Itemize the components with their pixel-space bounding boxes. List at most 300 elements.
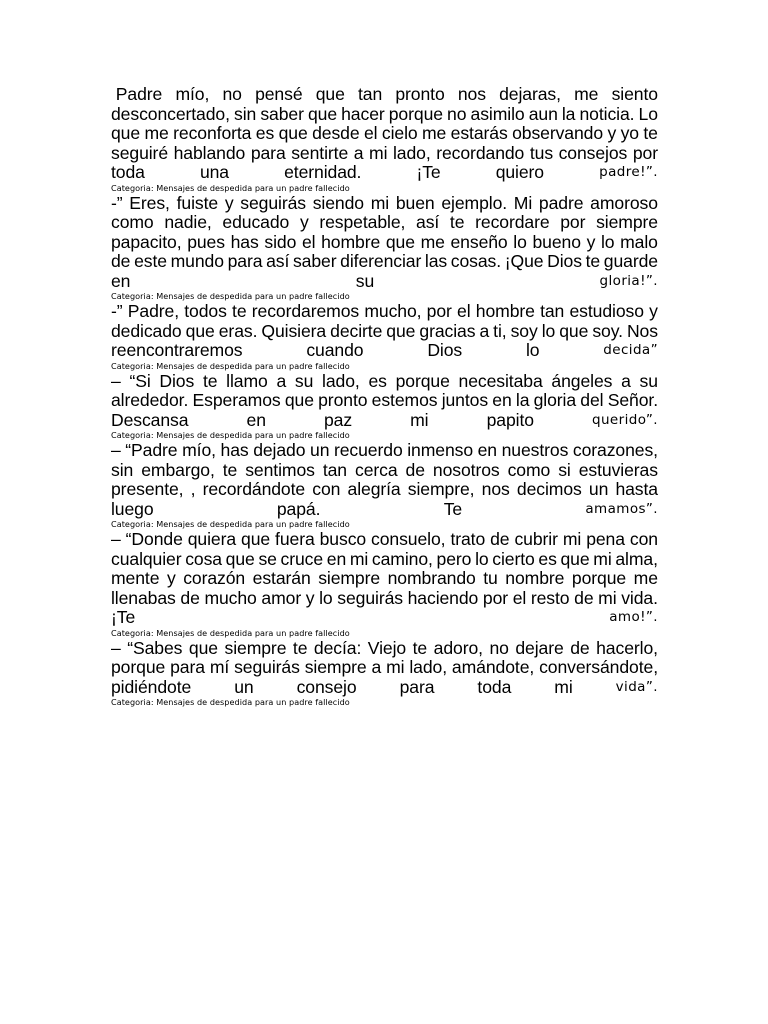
word: se xyxy=(258,548,277,569)
category-label: Categoria: Mensajes de despedida para un padre fallecido xyxy=(111,182,350,193)
paragraph-line xyxy=(111,372,658,392)
word: yo xyxy=(620,123,639,143)
word: buen xyxy=(395,192,435,213)
word: a xyxy=(621,370,631,391)
word: estemos xyxy=(371,390,438,410)
word: Nos xyxy=(626,320,658,341)
word: es xyxy=(368,370,387,391)
word: así xyxy=(266,251,290,271)
word: mi xyxy=(593,548,612,569)
word: te xyxy=(202,370,218,391)
word: saber xyxy=(292,251,337,271)
word: seguirás xyxy=(240,192,306,213)
word: cerca xyxy=(355,459,398,480)
word: amándote, xyxy=(451,657,535,677)
word: pronto xyxy=(395,84,445,104)
word: como xyxy=(111,212,154,232)
word: has xyxy=(230,231,259,252)
word: enseño xyxy=(450,231,508,252)
word: y xyxy=(586,231,596,252)
paragraph-line xyxy=(111,213,658,233)
paragraph-line xyxy=(111,341,658,361)
word: – xyxy=(111,370,121,391)
word: para xyxy=(399,676,435,697)
word: este xyxy=(134,251,167,271)
paragraph-line xyxy=(111,589,658,609)
word: te xyxy=(222,459,238,480)
word: Te xyxy=(443,498,463,519)
word: es xyxy=(255,123,275,143)
word: te xyxy=(292,637,308,658)
word: es xyxy=(538,548,557,569)
word: el xyxy=(457,301,471,321)
word: – xyxy=(111,440,121,460)
word: mi xyxy=(386,657,405,677)
word: consejos xyxy=(558,142,628,163)
word: decirte xyxy=(330,320,383,341)
word: todos xyxy=(184,301,227,321)
word: que xyxy=(284,390,314,410)
paragraph-line xyxy=(111,569,658,589)
paragraph-line xyxy=(111,461,658,481)
word: alrededor. xyxy=(111,390,189,410)
word: “Donde xyxy=(125,529,183,549)
word: recordare xyxy=(475,212,550,232)
category-label: Categoria: Mensajes de despedida para un padre fallecido xyxy=(111,291,350,301)
word: ti, xyxy=(493,320,507,341)
paragraph-line xyxy=(111,252,658,272)
word: tu xyxy=(483,568,498,588)
word: embargo, xyxy=(141,459,215,480)
word: desde xyxy=(312,123,360,143)
word: – xyxy=(111,529,121,549)
word: desconcertado, xyxy=(111,103,230,124)
word: presente, xyxy=(111,479,184,499)
word: noticia. xyxy=(579,103,635,124)
word: lo xyxy=(525,340,540,360)
word: que xyxy=(241,529,271,549)
word: papá. xyxy=(276,498,321,519)
word: guarde xyxy=(603,251,658,271)
paragraph-line xyxy=(111,530,658,550)
word: un xyxy=(588,479,609,499)
word: amoroso xyxy=(590,192,658,213)
word: “Sabes xyxy=(127,637,183,658)
paragraph-line xyxy=(111,411,658,431)
word: mío, xyxy=(182,440,216,460)
word: inmenso xyxy=(407,440,474,460)
word: el xyxy=(363,123,378,143)
word: me xyxy=(421,123,447,143)
word: -” xyxy=(111,301,123,321)
word: gloria!”. xyxy=(599,272,658,289)
word: corazones, xyxy=(572,440,658,460)
word: tus xyxy=(529,142,554,163)
word: consejo xyxy=(296,676,357,697)
word: nombrando xyxy=(387,568,476,588)
word: que xyxy=(278,123,308,143)
word: resto xyxy=(530,587,570,608)
word: mi xyxy=(562,529,582,549)
word: alegría xyxy=(347,479,401,499)
paragraph-line xyxy=(111,144,658,164)
word: a xyxy=(353,142,364,163)
paragraph-line xyxy=(111,608,658,628)
paragraph-line xyxy=(111,233,658,253)
word: sido xyxy=(264,231,297,252)
word: tan xyxy=(357,84,383,104)
word: te xyxy=(232,301,247,321)
word: Dios xyxy=(547,251,582,271)
word: de xyxy=(490,529,510,549)
paragraph-line xyxy=(111,302,658,322)
word: el xyxy=(301,231,316,252)
word: toda xyxy=(477,676,512,697)
word: nuestros xyxy=(501,440,569,460)
word: mi xyxy=(598,587,617,608)
word: su xyxy=(294,370,314,391)
word: alma, xyxy=(615,548,658,569)
paragraph-line xyxy=(111,105,658,125)
word: te xyxy=(412,637,428,658)
word: nos xyxy=(481,479,510,499)
word: con xyxy=(629,529,658,549)
word: ejemplo. xyxy=(441,192,508,213)
word: mío, xyxy=(175,84,210,104)
word: y xyxy=(649,301,658,321)
word: pensé xyxy=(255,84,303,104)
word: de xyxy=(405,459,425,480)
word: que xyxy=(188,637,218,658)
paragraph-line xyxy=(111,322,658,342)
word: me xyxy=(144,123,169,143)
paragraph-line xyxy=(111,480,658,500)
word: has xyxy=(220,440,249,460)
word: busco xyxy=(319,529,367,549)
word: lo xyxy=(319,587,333,608)
word: su xyxy=(639,370,658,391)
word: recordaremos xyxy=(251,301,360,321)
word: tan xyxy=(540,301,565,321)
word: recordándote xyxy=(202,479,306,499)
word: y xyxy=(305,587,315,608)
category-label: Categoria: Mensajes de despedida para un padre fallecido xyxy=(111,360,350,371)
word: seguiré xyxy=(111,142,169,163)
word: pronto xyxy=(318,390,368,410)
word: cubrir xyxy=(514,529,558,549)
word: de xyxy=(574,587,594,608)
word: no xyxy=(222,84,242,104)
word: vida”. xyxy=(615,678,658,695)
word: un xyxy=(234,676,254,697)
word: sentimos xyxy=(245,459,315,480)
word: “Padre xyxy=(125,440,178,460)
word: así xyxy=(416,212,440,232)
word: cruce xyxy=(280,548,324,569)
word: decimos xyxy=(516,479,582,499)
word: cuando xyxy=(306,340,364,360)
paragraph-line xyxy=(111,194,658,214)
word: Viejo xyxy=(367,637,407,658)
word: soy xyxy=(510,320,538,341)
word: haciendo xyxy=(407,587,479,608)
word: Padre xyxy=(111,84,163,104)
word: no xyxy=(447,103,467,124)
word: sin xyxy=(111,459,134,480)
word: ángeles xyxy=(551,370,613,391)
word: cosa xyxy=(185,548,222,569)
word: nombre xyxy=(505,568,565,588)
word: recordando xyxy=(436,142,525,163)
paragraph-line xyxy=(111,500,658,520)
word: mi xyxy=(410,409,429,430)
word: ¡Te xyxy=(416,162,441,182)
word: mi xyxy=(349,548,369,569)
word: eternidad. xyxy=(284,162,362,182)
word: consuelo, xyxy=(371,529,446,549)
word: cualquier xyxy=(111,548,182,569)
word: necesitaba xyxy=(458,370,543,391)
word: siempre xyxy=(596,212,658,232)
word: amor xyxy=(261,587,302,608)
word: a xyxy=(479,320,490,341)
paragraph-line xyxy=(111,163,658,183)
word: que xyxy=(560,548,590,569)
word: bueno xyxy=(532,231,581,252)
word: tan xyxy=(322,459,347,480)
word: en xyxy=(246,409,266,430)
message-entry xyxy=(111,639,658,708)
word: el xyxy=(512,587,527,608)
word: me xyxy=(420,231,445,252)
word: porque xyxy=(388,103,443,124)
word: de xyxy=(180,587,200,608)
word: estarán xyxy=(252,568,311,588)
word: ¡Te xyxy=(111,607,136,627)
message-entry xyxy=(111,302,658,371)
word: porque xyxy=(111,657,166,677)
word: estuvieras xyxy=(578,459,658,480)
word: que xyxy=(315,84,345,104)
word: recuerdo xyxy=(333,440,403,460)
word: cielo xyxy=(381,123,418,143)
word: me xyxy=(574,84,599,104)
word: por xyxy=(482,587,509,608)
word: que xyxy=(185,320,215,341)
word: hacerlo, xyxy=(596,637,658,658)
word: camino, xyxy=(371,548,433,569)
word: te xyxy=(643,123,658,143)
word: pues xyxy=(187,231,225,252)
word: trato xyxy=(450,529,486,549)
word: hasta xyxy=(615,479,658,499)
word: aun xyxy=(528,103,558,124)
word: siempre xyxy=(318,568,381,588)
word: cierto xyxy=(492,548,535,569)
word: siempre xyxy=(224,637,287,658)
word: paz xyxy=(323,409,353,430)
word: Lo xyxy=(638,103,658,124)
word: y xyxy=(166,568,176,588)
word: Eres, xyxy=(129,192,170,213)
word: quiera xyxy=(187,529,237,549)
word: respetable, xyxy=(319,212,406,232)
word: gloria xyxy=(533,390,577,410)
word: lo xyxy=(513,231,527,252)
paragraph-line xyxy=(111,391,658,411)
word: estudioso xyxy=(569,301,644,321)
paragraph-line xyxy=(111,441,658,461)
word: amo!”. xyxy=(609,609,658,625)
word: diferenciar xyxy=(340,251,422,271)
word: Dios xyxy=(159,370,195,391)
word: que xyxy=(559,320,589,341)
word: dedicado xyxy=(111,320,182,341)
word: mí xyxy=(209,657,230,677)
paragraph-line xyxy=(111,678,658,698)
word: la xyxy=(515,390,530,410)
paragraph-line xyxy=(111,85,658,105)
word: mi xyxy=(370,192,390,213)
word: una xyxy=(199,162,229,182)
word: sin xyxy=(234,103,257,124)
word: cosas. xyxy=(450,251,502,271)
word: mundo xyxy=(170,251,224,271)
word: reencontraremos xyxy=(111,340,243,360)
word: siendo xyxy=(312,192,364,213)
word: lo xyxy=(541,320,556,341)
word: para xyxy=(250,142,286,163)
paragraph-line xyxy=(111,124,658,144)
word: nosotros xyxy=(432,459,500,480)
word: “Si xyxy=(129,370,151,391)
word: un xyxy=(310,440,330,460)
paragraph-line xyxy=(111,658,658,678)
word: lado, xyxy=(392,142,431,163)
word: papacito, xyxy=(111,231,182,252)
word: llenabas xyxy=(111,587,176,608)
word: ¡Que xyxy=(504,251,544,271)
message-entry xyxy=(111,85,658,193)
word: porque xyxy=(571,568,627,588)
word: y xyxy=(224,192,234,213)
word: adoro, xyxy=(433,637,483,658)
paragraph-line xyxy=(111,639,658,659)
word: te xyxy=(449,212,465,232)
word: por xyxy=(560,212,586,232)
message-entry xyxy=(111,530,658,638)
word: en xyxy=(477,440,497,460)
word: en xyxy=(492,390,512,410)
word: saber xyxy=(260,103,304,124)
word: del xyxy=(580,390,604,410)
word: decida” xyxy=(603,342,658,358)
word: pena xyxy=(586,529,625,549)
word: lado, xyxy=(409,657,448,677)
word: fuiste xyxy=(176,192,219,213)
word: dejaras, xyxy=(499,84,561,104)
paragraph-line xyxy=(111,272,658,292)
message-entry xyxy=(111,441,658,529)
word: lado, xyxy=(322,370,360,391)
word: te xyxy=(585,251,601,271)
word: padre xyxy=(538,192,584,213)
paragraph-line xyxy=(111,550,658,570)
word: dejado xyxy=(253,440,306,460)
word: Descansa xyxy=(111,409,189,430)
word: juntos xyxy=(441,390,489,410)
word: no xyxy=(489,637,509,658)
word: padre!”. xyxy=(599,164,658,180)
category-label: Categoria: Mensajes de despedida para un padre fallecido xyxy=(111,697,350,707)
word: toda xyxy=(111,162,145,182)
word: hombre xyxy=(321,231,381,252)
word: a xyxy=(276,370,287,391)
word: asimilo xyxy=(470,103,525,124)
word: Dios xyxy=(427,340,463,360)
word: decía: xyxy=(313,637,362,658)
word: Esperamos xyxy=(192,390,281,410)
word: las xyxy=(424,251,448,271)
word: fuera xyxy=(275,529,315,549)
word: conversándote, xyxy=(539,657,658,677)
word: mi xyxy=(554,676,573,697)
word: pero xyxy=(436,548,472,569)
word: siempre, xyxy=(407,479,475,499)
word: Padre, xyxy=(127,301,180,321)
word: vida. xyxy=(621,587,658,608)
word: en xyxy=(326,548,347,569)
word: por xyxy=(632,142,658,163)
word: -” xyxy=(111,192,123,213)
message-entry xyxy=(111,372,658,441)
word: nos xyxy=(457,84,486,104)
word: dejare xyxy=(515,637,564,658)
word: hacer xyxy=(341,103,385,124)
word: , xyxy=(190,479,196,499)
category-label: Categoria: Mensajes de despedida para un padre fallecido xyxy=(111,519,350,529)
word: sentirte xyxy=(291,142,349,163)
document-page xyxy=(111,85,658,708)
word: que xyxy=(225,548,255,569)
word: para xyxy=(227,251,263,271)
word: en xyxy=(111,270,131,291)
word: Quisiera xyxy=(261,320,327,341)
word: con xyxy=(312,479,341,499)
word: corazón xyxy=(183,568,246,588)
word: lo xyxy=(600,231,615,252)
word: luego xyxy=(111,498,154,519)
word: su xyxy=(355,270,375,291)
word: eras. xyxy=(218,320,258,341)
word: gracias xyxy=(419,320,476,341)
word: papito xyxy=(486,409,534,430)
word: como xyxy=(507,459,551,480)
category-label: Categoria: Mensajes de despedida para un padre fallecido xyxy=(111,627,350,638)
word: nadie, xyxy=(164,212,212,232)
word: lo xyxy=(475,548,489,569)
word: mucho, xyxy=(364,301,422,321)
word: para xyxy=(170,657,205,677)
category-label: Categoria: Mensajes de despedida para un padre fallecido xyxy=(111,430,350,440)
word: querido”. xyxy=(592,411,658,428)
word: llamo xyxy=(226,370,268,391)
word: hablando xyxy=(173,142,246,163)
word: reconforta xyxy=(173,123,252,143)
word: siempre xyxy=(304,657,367,677)
word: educado xyxy=(222,212,290,232)
word: soy. xyxy=(592,320,623,341)
